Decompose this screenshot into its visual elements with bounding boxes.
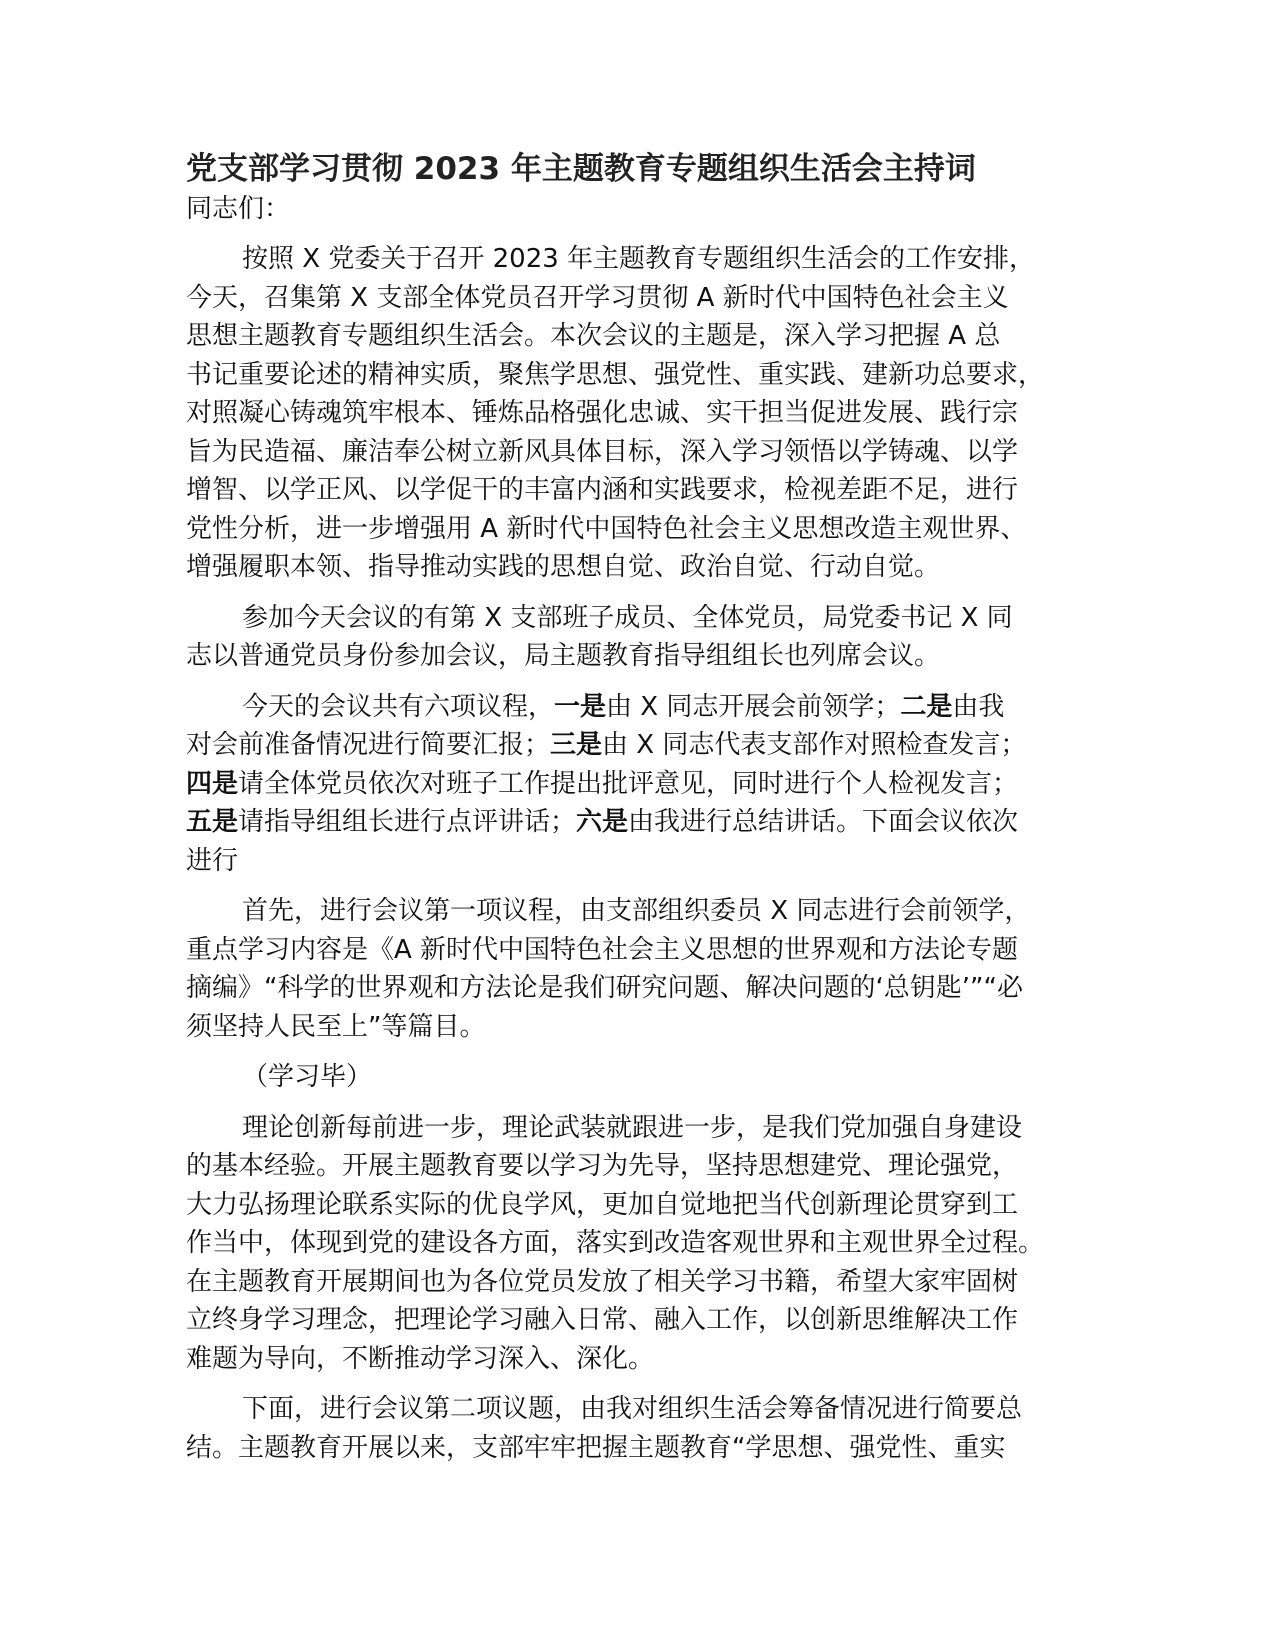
study-complete-note: （学习毕）: [242, 1062, 373, 1092]
text-line: 今天，召集第 X 支部全体党员召开学习贯彻 A 新时代中国特色社会主义: [186, 282, 1009, 313]
agenda-item-4-text: 请全体党员依次对班子工作提出批评意见，同时进行个人检视发言；: [238, 768, 1019, 799]
text-line: 书记重要论述的精神实质，聚焦学思想、强党性、重实践、建新功总要求，: [186, 359, 1045, 390]
text-line: 旨为民造福、廉洁奉公树立新风具体目标，深入学习领悟以学铸魂、以学: [186, 436, 1019, 467]
text-line: 作当中，体现到党的建设各方面，落实到改造客观世界和主观世界全过程。: [186, 1228, 1045, 1258]
text-line: 增强履职本领、指导推动实践的思想自觉、政治自觉、行动自觉。: [186, 552, 941, 582]
paragraph-theory: [186, 1109, 1116, 1379]
text-line: [186, 726, 1116, 765]
text-line: 立终身学习理念，把理论学习融入日常、融入工作，以创新思维解决工作: [186, 1305, 1019, 1335]
text-line: 摘编》“科学的世界观和方法论是我们研究问题、解决问题的‘总钥匙’”“必: [186, 973, 1023, 1003]
text-line: 大力弘扬理论联系实际的优良学风，更加自觉地把当代创新理论贯穿到工: [186, 1189, 1019, 1220]
text-line: 理论创新每前进一步，理论武装就跟进一步，是我们党加强自身建设: [242, 1112, 1023, 1143]
text-line: 难题为导向，不断推动学习深入、深化。: [186, 1343, 655, 1374]
paragraph-meeting-purpose: [186, 240, 1116, 587]
text-line: 思想主题教育专题组织生活会。本次会议的主题是，深入学习把握 A 总: [186, 321, 1001, 351]
text-line: 参加今天会议的有第 X 支部班子成员、全体党员，局党委书记 X 同: [242, 602, 1013, 633]
paragraph-agenda: [186, 688, 1116, 881]
paragraph-attendees: [186, 599, 1116, 676]
agenda-item-2-text: 由我: [952, 691, 1005, 722]
text-line: 党性分析，进一步增强用 A 新时代中国特色社会主义思想改造主观世界、: [186, 513, 1027, 544]
agenda-item-6-label: 六是: [576, 807, 629, 837]
agenda-item-6-text: 由我进行总结讲话。下面会议依次: [628, 807, 1019, 837]
text-line: 对照凝心铸魂筑牢根本、锤炼品格强化忠诚、实干担当促进发展、践行宗: [186, 398, 1019, 428]
agenda-item-5-label: 五是: [186, 807, 239, 837]
agenda-intro: 今天的会议共有六项议程，: [242, 691, 555, 722]
text-line: [186, 803, 1116, 842]
document-page: [186, 148, 1116, 1479]
text-line: 重点学习内容是《A 新时代中国特色社会主义思想的世界观和方法论专题: [186, 934, 1019, 965]
text-line: 在主题教育开展期间也为各位党员发放了相关学习书籍，希望大家牢固树: [186, 1266, 1019, 1297]
text-line: [186, 765, 1116, 804]
agenda-item-1-label: 一是: [554, 691, 607, 722]
text-line: 的基本经验。开展主题教育要以学习为先导，坚持思想建党、理论强党，: [186, 1151, 1019, 1181]
agenda-item-1-text: 由 X 同志开展会前领学；: [606, 691, 901, 722]
text-line: 志以普通党员身份参加会议，局主题教育指导组组长也列席会议。: [186, 641, 941, 671]
text-line: 结。主题教育开展以来，支部牢牢把握主题教育“学思想、强党性、重实: [186, 1432, 1006, 1463]
agenda-item-5-text: 请指导组组长进行点评讲话；: [238, 807, 577, 837]
text-line: 首先，进行会议第一项议程，由支部组织委员 X 同志进行会前领学，: [242, 896, 1031, 926]
document-title: 党支部学习贯彻 2023 年主题教育专题组织生活会主持词: [186, 151, 976, 187]
agenda-item-4-label: 四是: [186, 768, 239, 799]
text-line: 增智、以学正风、以学促干的丰富内涵和实践要求，检视差距不足，进行: [186, 475, 1019, 505]
text-line: 按照 X 党委关于召开 2023 年主题教育专题组织生活会的工作安排，: [242, 244, 1036, 274]
agenda-item-2-text-cont: 对会前准备情况进行简要汇报；: [186, 730, 551, 760]
agenda-item-2-label: 二是: [900, 691, 953, 722]
text-line: [186, 688, 1116, 727]
salutation: 同志们：: [186, 194, 291, 224]
paragraph-first-agenda: [186, 892, 1116, 1046]
text-line: 下面，进行会议第二项议题，由我对组织生活会筹备情况进行简要总: [242, 1394, 1023, 1424]
agenda-item-3-text: 由 X 同志代表支部作对照检查发言；: [602, 730, 1027, 760]
paragraph-second-agenda: [186, 1390, 1116, 1467]
text-line: 进行: [186, 845, 239, 876]
agenda-item-3-label: 三是: [550, 730, 603, 760]
text-line: 须坚持人民至上”等篇目。: [186, 1011, 486, 1042]
